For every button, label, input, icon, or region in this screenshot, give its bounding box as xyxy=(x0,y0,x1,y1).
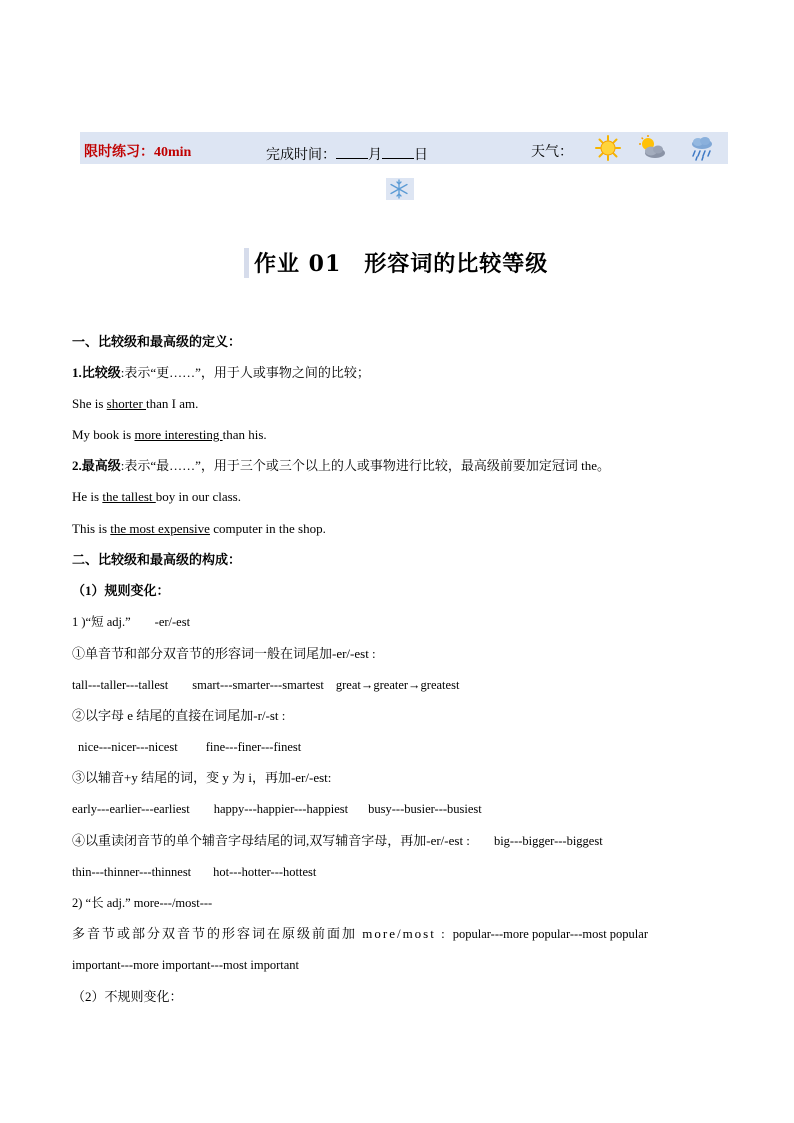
long-adj-rule: 2) “长 adj.” more---/most--- xyxy=(72,896,213,910)
rule-long: 多音节或部分双音节的形容词在原级前面加 more/most : popular---more popular---most popular xyxy=(72,926,648,941)
sun-icon xyxy=(594,134,622,162)
rule-long-examples: important---more important---most important xyxy=(72,958,300,972)
superlative-definition: 2.最高级:表示“最……”，用于三个或三个以上的人或事物进行比较，最高级前要加定冠词 the。 xyxy=(72,458,611,473)
finish-time-field xyxy=(266,144,428,165)
month-label: 月 xyxy=(368,148,382,163)
rule-2: ②以字母 e 结尾的直接在词尾加-r/-st : xyxy=(72,708,286,723)
irregular-changes-heading: （2）不规则变化： xyxy=(72,989,183,1004)
rule-1: ①单音节和部分双音节的形容词一般在词尾加-er/-est : xyxy=(72,646,376,661)
example-shorter: She is shorter than I am. xyxy=(72,396,199,411)
example-more-interesting: My book is more interesting than his. xyxy=(72,427,267,442)
rule-3: ③以辅音+y 结尾的词，变 y 为 i，再加-er/-est: xyxy=(72,770,332,785)
finish-time-label: 完成时间： xyxy=(266,148,336,163)
example-tallest: He is the tallest boy in our class. xyxy=(72,489,241,504)
rule-4-examples: thin---thinner---thinnest hot---hotter---hottest xyxy=(72,865,317,879)
day-label: 日 xyxy=(414,148,428,163)
month-blank xyxy=(336,144,368,159)
snow-icon xyxy=(388,179,410,199)
weather-label: 天气： xyxy=(531,145,573,160)
example-most-expensive: This is the most expensive computer in the shop. xyxy=(72,521,326,536)
regular-changes-heading: （1）规则变化： xyxy=(72,583,170,598)
partly-cloudy-icon xyxy=(636,134,668,162)
short-adj-rule: 1 )“短 adj.” -er/-est xyxy=(72,615,191,629)
title-marker xyxy=(244,248,249,278)
rule-2-examples: nice---nicer---nicest fine---finer---finest xyxy=(78,740,302,754)
section-2-heading: 二、比较级和最高级的构成： xyxy=(72,552,242,567)
page-title: 作业 01 形容词的比较等级 xyxy=(254,251,549,277)
rule-3-examples: early---earlier---earliest happy---happier---happiest busy---busier---busiest xyxy=(72,802,482,816)
rain-icon xyxy=(688,134,716,162)
rule-1-examples: tall---taller---tallest smart---smarter---smartest great→greater→greatest xyxy=(72,678,460,692)
practice-time-label: 限时练习：40min xyxy=(84,145,192,160)
day-blank xyxy=(382,144,414,159)
section-1-heading: 一、比较级和最高级的定义： xyxy=(72,334,242,349)
rule-4: ④以重读闭音节的单个辅音字母结尾的词,双写辅音字母，再加-er/-est : big---bigger---biggest xyxy=(72,833,603,848)
comparative-definition: 1.比较级:表示“更……”，用于人或事物之间的比较； xyxy=(72,365,370,380)
